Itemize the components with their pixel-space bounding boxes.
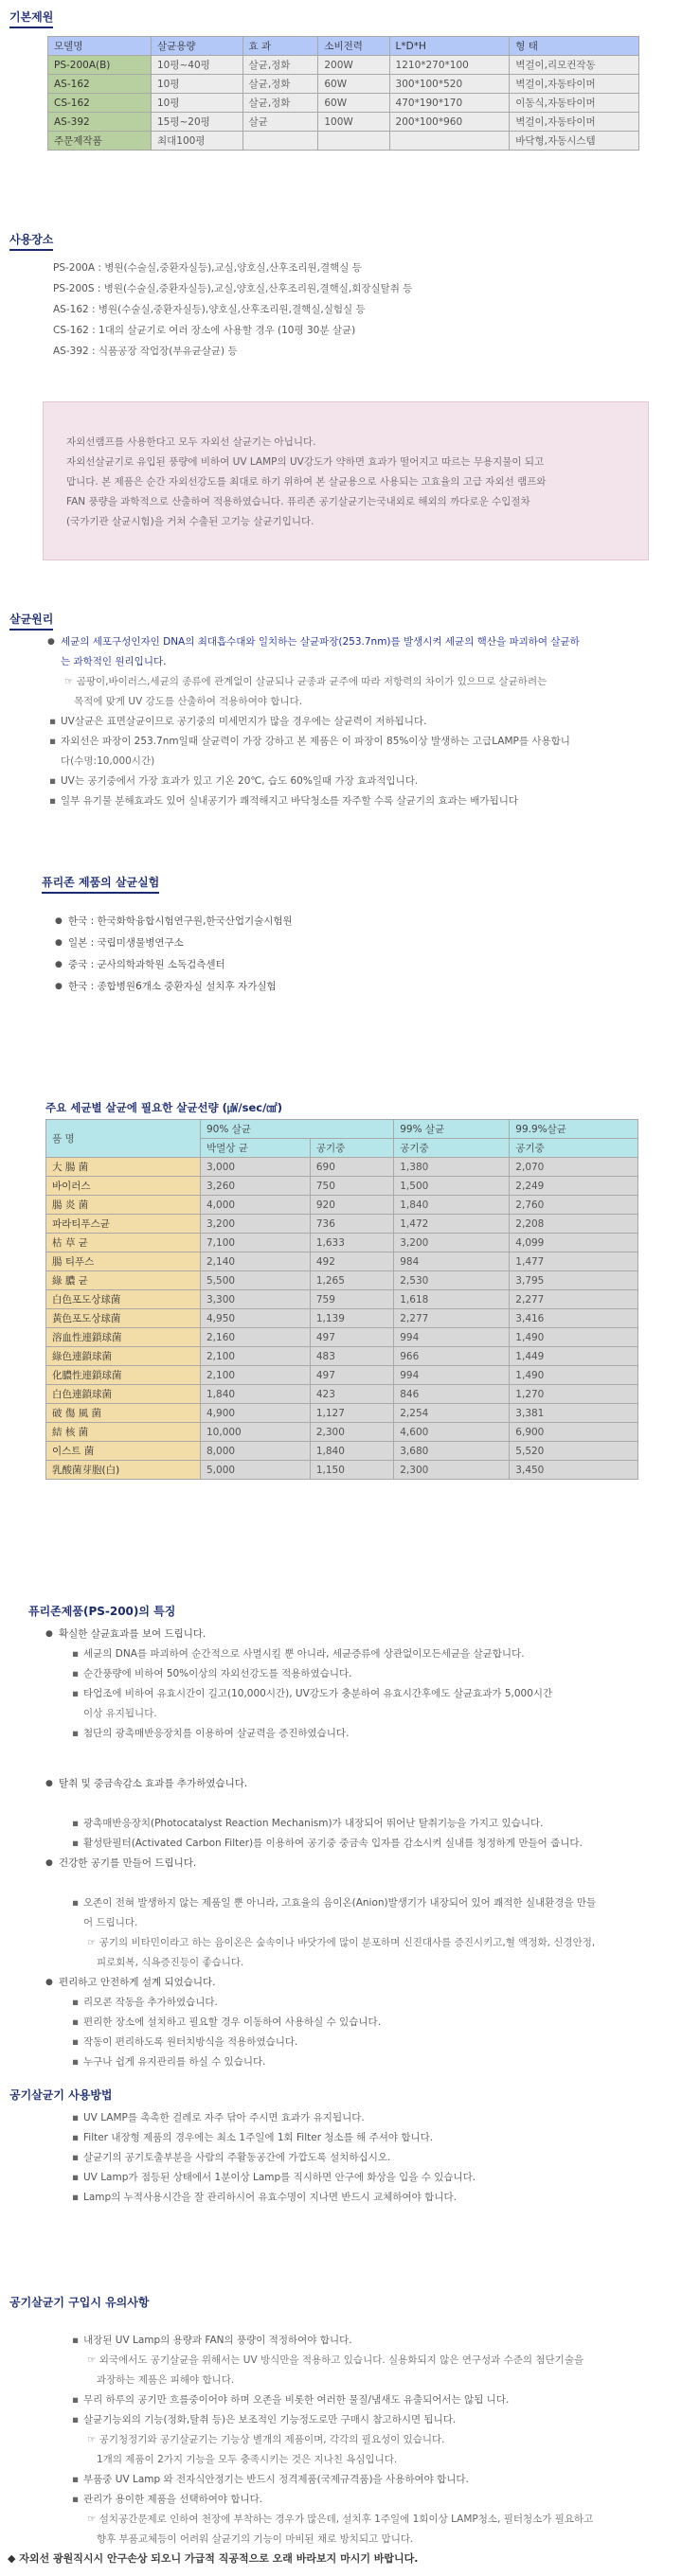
dose-value: 3,450: [510, 1461, 638, 1480]
dose-value: 1,139: [310, 1309, 393, 1328]
principle-item: ▪ UV는 공기중에서 가장 효과가 있고 기온 20℃, 습도 60%일때 가장 효과적입니다.: [47, 772, 644, 791]
dose-value: 1,265: [310, 1271, 393, 1290]
principle-item: ▪ 일부 유기물 분해효과도 있어 실내공기가 쾌적해지고 바닥청소를 자주할 수록 살균기의 효과는 배가됩니다: [47, 791, 644, 811]
spec-cell: [389, 132, 510, 151]
organism-name: 化膿性連鎖球菌: [46, 1366, 201, 1385]
dose-value: 994: [394, 1328, 510, 1347]
dose-value: 2,100: [201, 1347, 311, 1366]
spec-cell: 살균,정화: [242, 56, 318, 75]
spec-cell: 470*190*170: [389, 94, 510, 113]
dose-row: [46, 1423, 638, 1442]
footer-warning: ◆ 자외선 광원직시시 안구손상 되오니 가급적 직공적으로 오래 바라보지 마시기 바랍니다.: [8, 2552, 419, 2565]
spec-header-cell: 살균용량: [152, 37, 243, 56]
notice-line: 자외선램프를 사용한다고 모두 자외선 살균기는 아닙니다.: [66, 436, 316, 448]
feature-item: ▪ 리모콘 작동을 추가하였습니다.: [70, 1993, 652, 2013]
caution-item: ▪ 관리가 용이한 제품을 선택하여야 합니다.: [70, 2490, 667, 2510]
usage-item: PS-200A : 병원(수술실,중환자실등),교실,양호실,산후조리원,결핵실 등: [53, 262, 362, 274]
dose-value: 1,150: [310, 1461, 393, 1480]
spec-cell: 최대100평: [152, 132, 243, 151]
usage-list: [53, 258, 412, 362]
dose-value: 5,000: [201, 1461, 311, 1480]
dose-value: 736: [310, 1215, 393, 1234]
sub-header: 공기중: [394, 1139, 510, 1158]
spec-table: [47, 36, 639, 151]
dose-row: [46, 1271, 638, 1290]
dose-row: [46, 1328, 638, 1347]
dose-value: 1,500: [394, 1177, 510, 1196]
feature-item: ▪ 광촉매반응장치(Photocatalyst Reaction Mechanism)가 내장되어 뛰어난 탈취기능을 가지고 있습니다.: [70, 1814, 652, 1834]
notice-box: [43, 401, 649, 560]
group-header: 90% 살균: [201, 1120, 394, 1139]
dose-row: [46, 1442, 638, 1461]
dose-value: 1,490: [510, 1366, 638, 1385]
group-header: 99% 살균: [394, 1120, 510, 1139]
principle-bullet: ● 세균의 세포구성인자인 DNA의 최대흡수대와 일치하는 살균파장(253.7nm)를 발생시켜 세균의 핵산을 파괴하여 살균하: [47, 632, 644, 652]
dose-value: 1,840: [310, 1442, 393, 1461]
organism-name: 溶血性連鎖球菌: [46, 1328, 201, 1347]
dose-value: 3,200: [394, 1234, 510, 1252]
dose-value: 1,477: [510, 1252, 638, 1271]
spec-cell: 벽걸이,자동타이머: [510, 113, 639, 132]
usage-item: CS-162 : 1대의 살균기로 여러 장소에 사용할 경우 (10평 30분 살균): [53, 325, 356, 336]
dose-value: 846: [394, 1385, 510, 1404]
dose-value: 3,000: [201, 1158, 311, 1177]
dose-value: 750: [310, 1177, 393, 1196]
feature-item: ▪ 순간풍량에 비하여 50%이상의 자외선강도를 적용하였습니다.: [70, 1664, 652, 1684]
features-list: ● 확실한 살균효과를 보여 드립니다. ▪ 세균의 DNA를 파괴하여 순간적으로 사멸시킬 뿐 아니라, 세균증류에 상관없이모든세균을 살균합니다. ▪ 순간풍량에 비하여 50%이상의 자외선강도를 적용하였습니다. ▪ 타업조에 비하여 유효시간이 길고(10,000시간), UV강도가 충분하여 유효시간후에도 살균효과가 5,000시간 이상 유지됩니다. ▪ 첨단의 광촉매반응장치를 이용하여 살균력을 증진하였습니다. ● 탈취 및 중금속감소 효과를 추가하였습니다. ▪ 광촉매반응장치(Photocatalyst Reaction Mechanism)가 내장되어 뛰어난 탈취기능을 가지고 있습니다. ▪ 활성탄필터(Activated Carbon Filter)를 이용하여 공기중 중금속 입자를 감소시켜 실내를 청정하게 만들어 줍니다. ● 건강한 공기를 만들어 드립니다. ▪ 오존이 전혀 발생하지 않는 제품일 뿐 아니라, 고효율의 음이온(Anion)발생기가 내장되어 있어 쾌적한 실내환경을 만들 어 드립니다. ☞ 공기의 비타민이라고 하는 음이온은 숲속이나 바닷가에 많이 분포하며 신진대사를 증진시키고,혈 액정화, 신경안정, 피로회복, 식욕증진등이 좋습니다. ● 편리하고 안전하게 설계 되었습니다. ▪ 리모콘 작동을 추가하였습니다. ▪ 편리한 장소에 설치하고 필요할 경우 이동하여 사용하실 수 있습니다. ▪ 작동이 편리하도록 원터치방식을 적용하였습니다. ▪ 누구나 쉽게 유지관리를 하실 수 있습니다.: [45, 1625, 652, 2072]
organism-name: 破 傷 風 菌: [46, 1404, 201, 1423]
method-item: ▪ Lamp의 누적사용시간을 잘 관리하시어 유효수명이 지나면 반드시 교체하여야 합니다.: [70, 2188, 657, 2208]
method-list: [70, 2108, 657, 2208]
dose-value: 3,795: [510, 1271, 638, 1290]
spec-header-cell: 모델명: [48, 37, 152, 56]
dose-value: 1,840: [201, 1385, 311, 1404]
notice-line: (국가기관 살균시험)을 거쳐 수출된 고기능 살균기입니다.: [66, 516, 314, 527]
caution-item: ▪ 내장된 UV Lamp의 용량과 FAN의 풍량이 적정하여야 합니다.: [70, 2331, 667, 2351]
spec-row: [48, 56, 639, 75]
dose-value: 2,277: [394, 1309, 510, 1328]
tests-section-title: 퓨리존 제품의 살균실험: [42, 875, 159, 894]
dose-value: 4,099: [510, 1234, 638, 1252]
col-header-name: 품 명: [46, 1120, 201, 1158]
spec-row: [48, 94, 639, 113]
usage-item: AS-162 : 병원(수술실,중환자실등),양호실,산후조리원,결핵실,실험실 등: [53, 304, 366, 315]
principle-note: ☞ 곰팡이,바이러스,세균의 종류에 관계없이 살균되나 균종과 균주에 따라 저항력의 차이가 있으므로 살균하려는: [64, 676, 547, 687]
organism-name: 大 腸 菌: [46, 1158, 201, 1177]
dose-row: [46, 1196, 638, 1215]
feature-item: ▪ 첨단의 광촉매반응장치를 이용하여 살균력을 증진하였습니다.: [70, 1724, 652, 1744]
spec-cell: 1210*270*100: [389, 56, 510, 75]
test-item: ● 한국 : 종합병원6개소 중환자실 설치후 자가실험: [55, 976, 293, 998]
spec-cell: 살균: [242, 113, 318, 132]
dose-value: 690: [310, 1158, 393, 1177]
sub-header: 공기중: [510, 1139, 638, 1158]
dose-value: 2,530: [394, 1271, 510, 1290]
principle-item: ▪ UV살균은 표면살균이므로 공기중의 미세먼지가 많을 경우에는 살균력이 저하됩니다.: [47, 712, 644, 732]
spec-cell: 60W: [318, 75, 389, 94]
dose-value: 4,950: [201, 1309, 311, 1328]
dose-value: 2,070: [510, 1158, 638, 1177]
spec-cell: 200*100*960: [389, 113, 510, 132]
spec-cell: 이동식,자동타이머: [510, 94, 639, 113]
dose-value: 759: [310, 1290, 393, 1309]
group-header: 99.9%살균: [510, 1120, 638, 1139]
organism-name: 바이러스: [46, 1177, 201, 1196]
dose-table: [45, 1119, 638, 1480]
sub-header: 박멸상 균: [201, 1139, 311, 1158]
dose-value: 2,760: [510, 1196, 638, 1215]
dose-value: 984: [394, 1252, 510, 1271]
dose-value: 3,200: [201, 1215, 311, 1234]
dose-row: [46, 1234, 638, 1252]
dose-value: 3,300: [201, 1290, 311, 1309]
dose-value: 2,160: [201, 1328, 311, 1347]
dose-value: 423: [310, 1385, 393, 1404]
sub-header: 공기중: [310, 1139, 393, 1158]
feature-item: ▪ 타업조에 비하여 유효시간이 길고(10,000시간), UV강도가 충분하여 유효시간후에도 살균효과가 5,000시간: [70, 1684, 652, 1704]
spec-cell: 10평: [152, 75, 243, 94]
test-item: ● 한국 : 한국화학융합시험연구원,한국산업기술시험원: [55, 911, 293, 933]
dose-value: 2,300: [394, 1461, 510, 1480]
spec-cell: [242, 132, 318, 151]
usage-item: PS-200S : 병원(수술실,중환자실등),교실,양호실,산후조리원,결핵실,회장실탈취 등: [53, 283, 413, 294]
organism-name: 乳酸菌芽胞(白): [46, 1461, 201, 1480]
spec-header-cell: 형 태: [510, 37, 639, 56]
dose-value: 1,270: [510, 1385, 638, 1404]
spec-cell: AS-392: [48, 113, 152, 132]
dose-value: 2,277: [510, 1290, 638, 1309]
dose-value: 1,449: [510, 1347, 638, 1366]
feature-item: ▪ 활성탄필터(Activated Carbon Filter)를 이용하여 공기중 중금속 입자를 감소시켜 실내를 청정하게 만들어 줍니다.: [70, 1834, 652, 1854]
organism-name: 腸 티푸스: [46, 1252, 201, 1271]
notice-line: 자외선살균기로 유입된 풍량에 비하여 UV LAMP의 UV강도가 약하면 효과가 떨어지고 따르는 무용지물이 되고: [66, 456, 545, 468]
spec-section-title: 기본제원: [9, 9, 53, 28]
spec-header-cell: 소비전력: [318, 37, 389, 56]
feature-item: ▪ 작동이 편리하도록 원터치방식을 적용하였습니다.: [70, 2033, 652, 2052]
spec-header-row: [48, 37, 639, 56]
caution-item: ▪ 무리 하루의 공기만 흐를중이어야 하며 오존을 비롯한 여러한 물질/냄새도 유출되어서는 않됩 니다.: [70, 2390, 667, 2410]
dose-value: 4,600: [394, 1423, 510, 1442]
dose-row: [46, 1404, 638, 1423]
dose-value: 497: [310, 1366, 393, 1385]
spec-cell: 살균,정화: [242, 94, 318, 113]
organism-name: 파라티푸스균: [46, 1215, 201, 1234]
principle-section-title: 살균원리: [9, 612, 53, 631]
dose-value: 3,381: [510, 1404, 638, 1423]
dose-row: [46, 1177, 638, 1196]
dose-value: 7,100: [201, 1234, 311, 1252]
spec-cell: 300*100*520: [389, 75, 510, 94]
organism-name: 이스트 菌: [46, 1442, 201, 1461]
dose-value: 492: [310, 1252, 393, 1271]
dose-row: [46, 1290, 638, 1309]
feature-item: ▪ 오존이 전혀 발생하지 않는 제품일 뿐 아니라, 고효율의 음이온(Anion)발생기가 내장되어 있어 쾌적한 실내환경을 만들: [70, 1893, 652, 1913]
dose-row: [46, 1252, 638, 1271]
dose-value: 920: [310, 1196, 393, 1215]
dose-value: 5,500: [201, 1271, 311, 1290]
dose-value: 6,900: [510, 1423, 638, 1442]
spec-cell: CS-162: [48, 94, 152, 113]
dose-value: 8,000: [201, 1442, 311, 1461]
spec-cell: 10평~40평: [152, 56, 243, 75]
dose-value: 10,000: [201, 1423, 311, 1442]
spec-row: [48, 113, 639, 132]
notice-line: FAN 풍량을 과학적으로 산출하여 적용하였습니다. 퓨리존 공기살균기는국내외로 해외의 까다로운 수입절차: [66, 496, 530, 507]
usage-item: AS-392 : 식품공장 작업장(부유균살균) 등: [53, 346, 238, 357]
feature-item: ▪ 세균의 DNA를 파괴하여 순간적으로 사멸시킬 뿐 아니라, 세균증류에 상관없이모든세균을 살균합니다.: [70, 1644, 652, 1664]
dose-value: 1,127: [310, 1404, 393, 1423]
dose-value: 1,618: [394, 1290, 510, 1309]
method-item: ▪ Filter 내장형 제품의 경우에는 최소 1주일에 1회 Filter 청소를 해 주셔야 합니다.: [70, 2128, 657, 2148]
caution-item: ▪ 살균기능외의 기능(정화,탈취 등)은 보조적인 기능정도로만 구매시 참고하시면 됩니다.: [70, 2410, 667, 2430]
feature-item: ▪ 누구나 쉽게 유지관리를 하실 수 있습니다.: [70, 2052, 652, 2072]
dose-row: [46, 1385, 638, 1404]
feature-group: ● 탈취 및 중금속감소 효과를 추가하였습니다.: [45, 1774, 652, 1794]
spec-cell: 100W: [318, 113, 389, 132]
dose-value: 2,249: [510, 1177, 638, 1196]
spec-cell: 벽걸이,리모컨작동: [510, 56, 639, 75]
spec-row: [48, 75, 639, 94]
dose-value: 2,208: [510, 1215, 638, 1234]
organism-name: 綠 膿 균: [46, 1271, 201, 1290]
dose-value: 3,416: [510, 1309, 638, 1328]
organism-name: 綠色連鎖球菌: [46, 1347, 201, 1366]
feature-group: ● 건강한 공기를 만들어 드립니다.: [45, 1854, 652, 1874]
spec-header-cell: 효 과: [242, 37, 318, 56]
spec-cell: 200W: [318, 56, 389, 75]
spec-cell: [318, 132, 389, 151]
dose-value: 2,140: [201, 1252, 311, 1271]
dose-value: 483: [310, 1347, 393, 1366]
organism-name: 黃色포도상球菌: [46, 1309, 201, 1328]
organism-name: 枯 草 균: [46, 1234, 201, 1252]
caution-list: ▪ 내장된 UV Lamp의 용량과 FAN의 풍량이 적정하여야 합니다. ☞ 외국에서도 공기살균을 위해서는 UV 방식만을 적용하고 있습니다. 실용화되지 않은 연구성과 수준의 첨단기술을 과장하는 제품은 피해야 합니다. ▪ 무리 하루의 공기만 흐를중이어야 하며 오존을 비롯한 여러한 물질/냄새도 유출되어서는 않됩 니다. ▪ 살균기능외의 기능(정화,탈취 등)은 보조적인 기능정도로만 구매시 참고하시면 됩니다. ☞ 공기청정기와 공기살균기는 기능상 별개의 제품이며, 각각의 필요성이 있습니다. 1개의 제품이 2가지 기능을 모두 충족시키는 것은 지나친 욕심입니다. ▪ 부품중 UV Lamp 와 전자식안정기는 반드시 정격제품(국제규격품)을 사용하여야 합니다. ▪ 관리가 용이한 제품을 선택하여야 합니다. ☞ 설치공간문제로 인하여 천장에 부착하는 경우가 많은데, 설치후 1주일에 1회이상 LAMP청소, 필터청소가 필요하고 향후 부품교체등이 어려워 살균기의 기능이 마비된 채로 방치되고 맙니다.: [70, 2331, 667, 2549]
caution-section-title: 공기살균기 구입시 유의사항: [9, 2296, 150, 2309]
spec-cell: 바닥형,자동시스템: [510, 132, 639, 151]
dose-row: [46, 1366, 638, 1385]
spec-cell: 살균,정화: [242, 75, 318, 94]
features-section-title: 퓨리존제품(PS-200)의 특징: [28, 1605, 176, 1618]
spec-cell: 15평~20평: [152, 113, 243, 132]
feature-group: ● 확실한 살균효과를 보여 드립니다.: [45, 1625, 652, 1644]
dose-value: 4,000: [201, 1196, 311, 1215]
dose-value: 5,520: [510, 1442, 638, 1461]
dose-row: [46, 1215, 638, 1234]
spec-cell: 주문제작품: [48, 132, 152, 151]
dose-value: 3,680: [394, 1442, 510, 1461]
tests-list: [55, 911, 293, 998]
dose-table-title: 주요 세균별 살균에 필요한 살균선량 (㎼/sec/㎠): [45, 1101, 283, 1114]
dose-value: 497: [310, 1328, 393, 1347]
dose-value: 4,900: [201, 1404, 311, 1423]
dose-value: 2,300: [310, 1423, 393, 1442]
spec-cell: 벽걸이,자동타이머: [510, 75, 639, 94]
method-item: ▪ 살균기의 공기토출부분을 사람의 주활동공간에 가깝도록 설치하십시오.: [70, 2148, 657, 2168]
feature-group: ● 편리하고 안전하게 설계 되었습니다.: [45, 1973, 652, 1993]
test-item: ● 일본 : 국립미생물병연구소: [55, 933, 293, 954]
principle-item: ▪ 자외선은 파장이 253.7nm일때 살균력이 가장 강하고 본 제품은 이 파장이 85%이상 발생하는 고급LAMP를 사용합니: [47, 732, 644, 752]
organism-name: 腸 炎 菌: [46, 1196, 201, 1215]
spec-cell: AS-162: [48, 75, 152, 94]
dose-row: [46, 1158, 638, 1177]
dose-value: 1,490: [510, 1328, 638, 1347]
dose-value: 2,254: [394, 1404, 510, 1423]
dose-row: [46, 1461, 638, 1480]
dose-row: [46, 1347, 638, 1366]
method-item: ▪ UV LAMP를 촉촉한 걸레로 자주 닦아 주시면 효과가 유지됩니다.: [70, 2108, 657, 2128]
organism-name: 白色連鎖球菌: [46, 1385, 201, 1404]
spec-cell: 60W: [318, 94, 389, 113]
notice-line: 맙니다. 본 제품은 순간 자외선강도를 최대로 하기 위하여 본 살균용으로 사용되는 고효율의 고급 자외선 램프와: [66, 476, 547, 488]
caution-item: ▪ 부품중 UV Lamp 와 전자식안정기는 반드시 정격제품(국제규격품)을 사용하여야 합니다.: [70, 2470, 667, 2490]
spec-row: [48, 132, 639, 151]
organism-name: 結 核 菌: [46, 1423, 201, 1442]
method-section-title: 공기살균기 사용방법: [9, 2088, 113, 2102]
dose-row: [46, 1309, 638, 1328]
method-item: ▪ UV Lamp가 점등된 상태에서 1분이상 Lamp를 직시하면 안구에 화상을 입을 수 있습니다.: [70, 2168, 657, 2188]
dose-value: 1,472: [394, 1215, 510, 1234]
dose-value: 966: [394, 1347, 510, 1366]
spec-cell: 10평: [152, 94, 243, 113]
spec-cell: PS-200A(B): [48, 56, 152, 75]
dose-value: 2,100: [201, 1366, 311, 1385]
principle-list: ● 세균의 세포구성인자인 DNA의 최대흡수대와 일치하는 살균파장(253.7nm)를 발생시켜 세균의 핵산을 파괴하여 살균하 는 과학적인 원리입니다. ☞ 곰팡이,바이러스,세균의 종류에 관계없이 살균되나 균종과 균주에 따라 저항력의 차이가 있으므로 살균하려는 목적에 맞게 UV 강도를 산출하여 적용하여야 합니다. ▪ UV살균은 표면살균이므로 공기중의 미세먼지가 많을 경우에는 살균력이 저하됩니다. ▪ 자외선은 파장이 253.7nm일때 살균력이 가장 강하고 본 제품은 이 파장이 85%이상 발생하는 고급LAMP를 사용합니 다(수명:10,000시간) ▪ UV는 공기중에서 가장 효과가 있고 기온 20℃, 습도 60%일때 가장 효과적입니다. ▪ 일부 유기물 분해효과도 있어 실내공기가 쾌적해지고 바닥청소를 자주할 수록 살균기의 효과는 배가됩니다: [47, 632, 644, 811]
organism-name: 白色포도상球菌: [46, 1290, 201, 1309]
dose-value: 1,380: [394, 1158, 510, 1177]
dose-value: 1,633: [310, 1234, 393, 1252]
dose-value: 994: [394, 1366, 510, 1385]
test-item: ● 중국 : 군사의학과학원 소독검측센터: [55, 954, 293, 976]
feature-item: ▪ 편리한 장소에 설치하고 필요할 경우 이동하여 사용하실 수 있습니다.: [70, 2013, 652, 2033]
dose-value: 1,840: [394, 1196, 510, 1215]
dose-value: 3,260: [201, 1177, 311, 1196]
spec-header-cell: L*D*H: [389, 37, 510, 56]
usage-section-title: 사용장소: [9, 232, 53, 251]
